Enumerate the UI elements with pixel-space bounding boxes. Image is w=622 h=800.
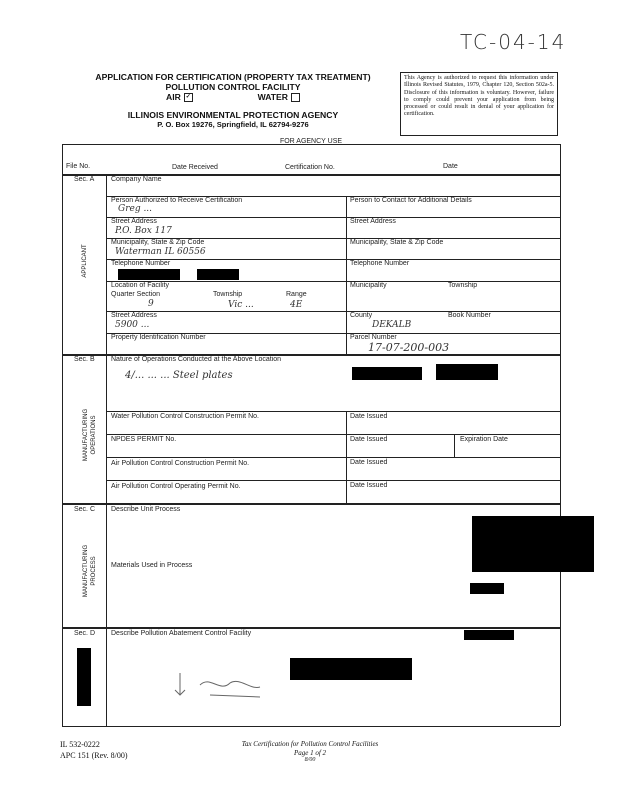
- water-checkbox[interactable]: [291, 93, 300, 102]
- hw-range: 4E: [290, 300, 303, 310]
- npdes-label: NPDES PERMIT No.: [111, 436, 177, 443]
- telephone-label-2: Telephone Number: [350, 260, 410, 267]
- range-label: Range: [286, 291, 307, 298]
- rule: [106, 434, 560, 435]
- parcel-label: Parcel Number: [350, 334, 397, 341]
- hw-county: DEKALB: [372, 320, 412, 330]
- redaction-block: [118, 269, 180, 280]
- air-construction-label: Air Pollution Control Construction Permit No.: [111, 460, 250, 467]
- hw-nature: 4/... ... ... Steel plates: [125, 370, 233, 381]
- redaction-block: [436, 364, 498, 380]
- expiration-label: Expiration Date: [460, 436, 508, 443]
- mfg-ops-side-label-2: OPERATIONS: [91, 415, 97, 455]
- handwritten-scribble: [150, 665, 280, 705]
- notice-box: [400, 72, 558, 136]
- water-label: WATER: [257, 92, 288, 102]
- rule: [106, 281, 560, 282]
- abatement-label: Describe Pollution Abatement Control Facility: [111, 630, 252, 637]
- section-rule: [62, 503, 560, 505]
- redaction-block: [290, 658, 412, 680]
- county-label: County: [350, 312, 373, 319]
- rule: [106, 311, 560, 312]
- hw-person: Greg ...: [118, 204, 153, 214]
- footer-il-no: IL 532-0222: [60, 740, 100, 749]
- form-title-line1: APPLICATION FOR CERTIFICATION (PROPERTY TAX TREATMENT): [95, 72, 371, 82]
- rule: [106, 411, 560, 412]
- air-operating-label: Air Pollution Control Operating Permit No.: [111, 483, 241, 490]
- rule: [106, 259, 560, 260]
- hw-street-3: 5900 ...: [115, 320, 150, 330]
- telephone-label-1: Telephone Number: [111, 260, 171, 267]
- book-number-label: Book Number: [448, 312, 491, 319]
- date-label: Date: [443, 163, 458, 170]
- hw-parcel: 17-07-200-003: [368, 341, 450, 354]
- frame-right: [560, 144, 561, 726]
- section-rule: [62, 627, 560, 629]
- cert-no-label: Certification No.: [285, 164, 335, 171]
- street-address-label-3: Street Address: [111, 312, 157, 319]
- materials-label: Materials Used in Process: [111, 562, 193, 569]
- date-issued-label-4: Date Issued: [350, 482, 388, 489]
- mfg-process-side-label-1: MANUFACTURING: [83, 544, 89, 598]
- date-issued-label-1: Date Issued: [350, 413, 388, 420]
- form-title-line2: POLLUTION CONTROL FACILITY: [165, 82, 301, 92]
- sec-c-label: Sec. C: [74, 506, 96, 513]
- location-label: Location of Facility: [111, 282, 169, 289]
- nature-operations-label: Nature of Operations Conducted at the Above Location: [111, 356, 282, 363]
- footer-center-2: Page 1 of 2: [293, 749, 327, 757]
- hw-township: Vic ...: [228, 300, 254, 310]
- sec-d-label: Sec. D: [74, 630, 96, 637]
- agency-name: ILLINOIS ENVIRONMENTAL PROTECTION AGENCY: [127, 110, 339, 120]
- applicant-side-label: APPLICANT: [82, 244, 88, 278]
- rule: [106, 480, 560, 481]
- column-rule: [346, 196, 347, 354]
- redaction-block: [352, 367, 422, 380]
- sec-b-label: Sec. B: [74, 356, 95, 363]
- person-authorized-label: Person Authorized to Receive Certification: [111, 197, 243, 204]
- municipality-label-2: Municipality, State & Zip Code: [350, 239, 444, 246]
- footer-center-3: 8/00: [304, 757, 316, 763]
- handwritten-stamp: TC-04-14: [460, 30, 567, 54]
- file-no-label: File No.: [66, 163, 91, 170]
- redaction-block: [197, 269, 239, 280]
- pin-label: Property Identification Number: [111, 334, 206, 341]
- mfg-ops-side-label-1: MANUFACTURING: [83, 408, 89, 462]
- mfg-process-side-label-2: PROCESS: [91, 556, 97, 586]
- hw-street: P.O. Box 117: [115, 226, 172, 236]
- section-divider: [106, 175, 107, 726]
- unit-process-label: Describe Unit Process: [111, 506, 181, 513]
- street-address-label-1: Street Address: [111, 218, 157, 225]
- date-issued-label-2: Date Issued: [350, 436, 388, 443]
- frame-bottom: [62, 726, 560, 727]
- column-rule: [454, 434, 455, 457]
- redaction-block: [470, 583, 504, 594]
- township-label: Township: [213, 291, 243, 298]
- rule: [106, 457, 560, 458]
- date-issued-label-3: Date Issued: [350, 459, 388, 466]
- frame-left: [62, 144, 63, 726]
- footer-center-1: Tax Certification for Pollution Control Facilities: [241, 740, 379, 748]
- footer-apc: APC 151 (Rev. 8/00): [60, 751, 128, 760]
- rule: [106, 217, 560, 218]
- sec-a-label: Sec. A: [74, 176, 95, 183]
- redaction-block: [464, 630, 514, 640]
- air-checkbox[interactable]: ✓: [185, 94, 191, 101]
- municipality-label-1: Municipality, State & Zip Code: [111, 239, 205, 246]
- street-address-label-2: Street Address: [350, 218, 396, 225]
- redaction-block: [472, 516, 594, 572]
- redaction-block: [77, 648, 91, 706]
- water-permit-label: Water Pollution Control Construction Permit No.: [111, 413, 259, 420]
- date-received-label: Date Received: [172, 164, 218, 171]
- agency-use-heading: FOR AGENCY USE: [279, 138, 343, 145]
- person-contact-label: Person to Contact for Additional Details: [350, 197, 472, 204]
- hw-municipality: Waterman IL 60556: [115, 247, 206, 257]
- hw-quarter: 9: [148, 299, 154, 309]
- township-label-2: Township: [448, 282, 478, 289]
- company-name-label: Company Name: [111, 176, 162, 183]
- notice-text: This Agency is authorized to request this information under Illinois Revised Statutes, 1979, Chapter 120, Section 502a-5. Disclosure of this information is voluntary. However, failure to comply could prevent your application from being processed or could result in denial of your application for certification.: [404, 75, 554, 118]
- municipality-label-3: Municipality: [350, 282, 387, 289]
- air-water-line: [88, 92, 378, 102]
- air-label: AIR: [166, 92, 181, 102]
- quarter-section-label: Quarter Section: [111, 291, 161, 298]
- agency-address: P. O. Box 19276, Springfield, IL 62794-9276: [157, 120, 309, 129]
